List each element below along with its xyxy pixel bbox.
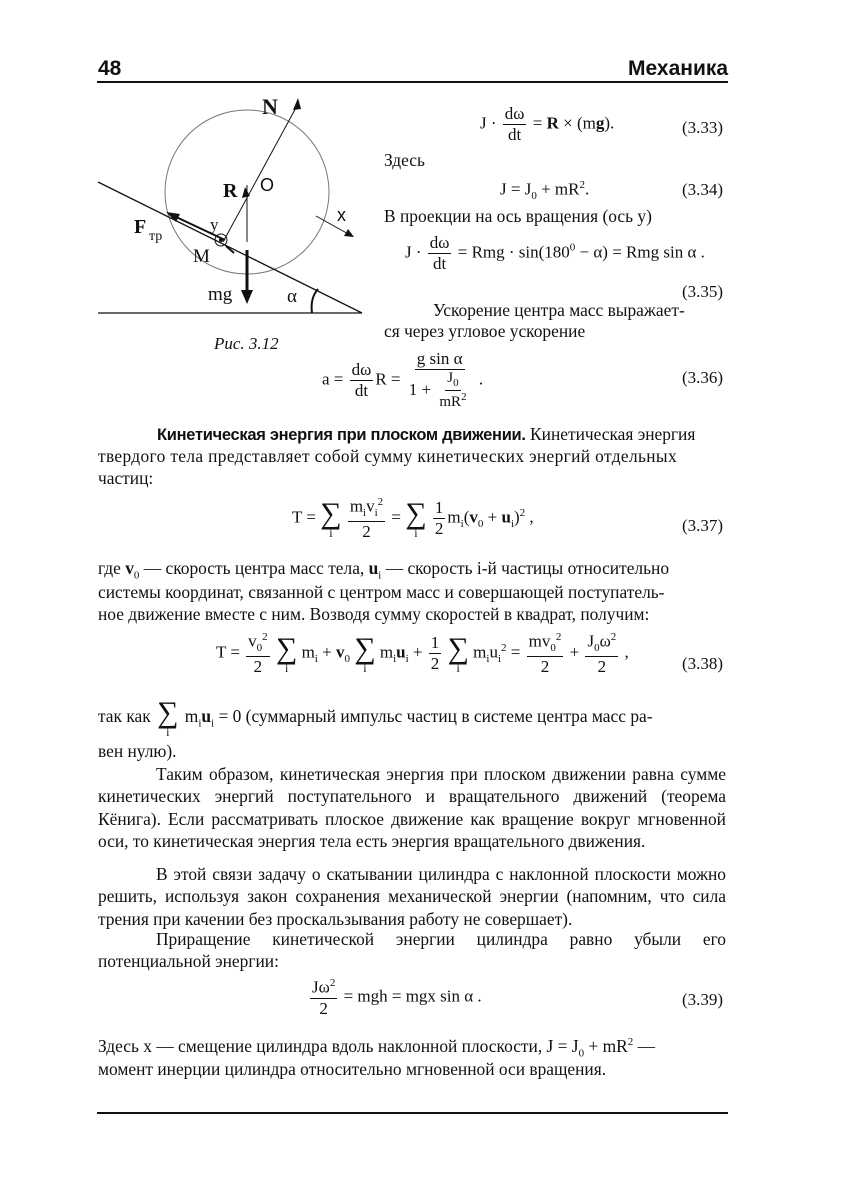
figure-caption: Рис. 3.12 (214, 334, 279, 353)
equation-3-38: T = $\frac{v_0^2}{2}$ ∑ i $m_i + v_0$ ∑ i $m_iu_i$ + $\frac{1}{2}$ ∑ i $m_iu_i^2$ = $\frac{mv_0^2}{2}$ + $\frac{J_0\omega^2}{2}$ , (216, 631, 629, 676)
angle-arc (312, 289, 318, 313)
equation-3-35: J · $\frac{d\omega}{dt}$ = Rmg · $\sin(180^0 - \alpha)$ = Rmg sin α . (405, 233, 705, 273)
text-projection: В проекции на ось вращения (ось y) (384, 206, 652, 226)
eq-number-3-36: (3.36) (682, 368, 724, 387)
label-alpha: α (287, 286, 297, 307)
equation-3-34: $J = J_0 + mR^2$. (500, 179, 590, 203)
label-F: F (134, 216, 147, 238)
label-x: x (337, 205, 346, 225)
label-O: O (260, 175, 275, 195)
text-accel-2: ся через угловое ускорение (384, 321, 586, 341)
eq-number-3-33: (3.33) (682, 118, 724, 137)
gravity-arrowhead (241, 290, 253, 304)
section-title: Механика (628, 57, 729, 80)
label-N: N (262, 94, 278, 119)
label-R: R (223, 180, 238, 202)
footer-rule (97, 1112, 728, 1114)
label-y: y (210, 215, 219, 234)
kinetic-energy-line-3: частиц: (98, 468, 154, 488)
equation-3-33: J · $\frac{d\omega}{dt}$ = R × (mg). (480, 104, 615, 144)
eq-number-3-34: (3.34) (682, 180, 724, 199)
normal-line (223, 104, 298, 242)
kinetic-energy-title: Кинетическая энергия при плоском движении. (157, 426, 526, 444)
label-F-sub: тр (149, 229, 163, 244)
paragraph-cylinder: В этой связи задачу о скатывании цилиндра с наклонной плоскости можно решить, используя закон сохранения механической энергии (напомним, что сила трения при качении без проскальзывания работу не совершает). (98, 864, 726, 929)
eq-number-3-35: (3.35) (682, 282, 724, 301)
kinetic-energy-line-2: твердого тела представляет собой сумму кинетических энергий отдельных (98, 446, 678, 466)
text-gde-2: системы координат, связанной с центром масс и совершающей поступатель- (98, 582, 665, 602)
header-rule (97, 81, 728, 83)
x-axis-arrowhead (344, 229, 354, 237)
text-gde-3: ное движение вместе с ним. Возводя сумму скоростей в квадрат, получим: (98, 604, 650, 624)
label-mg: mg (208, 284, 233, 305)
text-last-1: Здесь x — смещение цилиндра вдоль наклонной плоскости, $J = J_0 + mR^2$ — (98, 1035, 655, 1060)
text-gde-1: где $v_0$ — скорость центра масс тела, $u_i$ — скорость i-й частицы относительно (98, 558, 670, 582)
equation-3-36: a = $\frac{d\omega}{dt}$ R = g sin α 1 + $\frac{J_0}{mR^2}$ . (322, 349, 484, 411)
figure-3-12 (90, 90, 380, 330)
text-raven-nulyu: вен нулю). (98, 741, 177, 761)
page-number: 48 (98, 57, 122, 80)
eq-number-3-37: (3.37) (682, 516, 724, 535)
kinetic-energy-line-1: Кинетическая энергия при плоском движении. Кинетическая энергия (157, 424, 696, 444)
text-accel-1: Ускорение центра масс выражает- (433, 300, 685, 320)
normal-arrowhead (293, 98, 301, 110)
label-M: M (193, 246, 210, 267)
paragraph-koenig: Таким образом, кинетическая энергия при плоском движении равна сумме кинетических энергий поступательного и вращательного движений (теорема Кёнига). Если рассматривать плоское движение как вращение вокруг мгновенной оси, то кинетическая энергия тела есть энергия вращательного движения. (98, 764, 726, 851)
radius-arrowhead (242, 187, 250, 198)
text-zdes: Здесь (384, 150, 425, 170)
text-tak-kak: так как ∑ i $m_iu_i = 0$ (суммарный импульс частиц в системе центра масс ра- (98, 696, 653, 739)
text-last-2: момент инерции цилиндра относительно мгновенной оси вращения. (98, 1059, 607, 1079)
equation-3-39: $\frac{J\omega^2}{2}$ = mgh = mgx sin α . (312, 977, 482, 1018)
equation-3-37: T = ∑ i $\frac{m_iv_i^2}{2}$ = ∑ i $\frac{1}{2}$ $m_i(v_0 + u_i)^2$ , (292, 496, 534, 541)
paragraph-increment: Приращение кинетической энергии цилиндра равно убыли его потенциальной энергии: (98, 929, 726, 972)
eq-number-3-39: (3.39) (682, 990, 724, 1009)
eq-number-3-38: (3.38) (682, 654, 724, 673)
